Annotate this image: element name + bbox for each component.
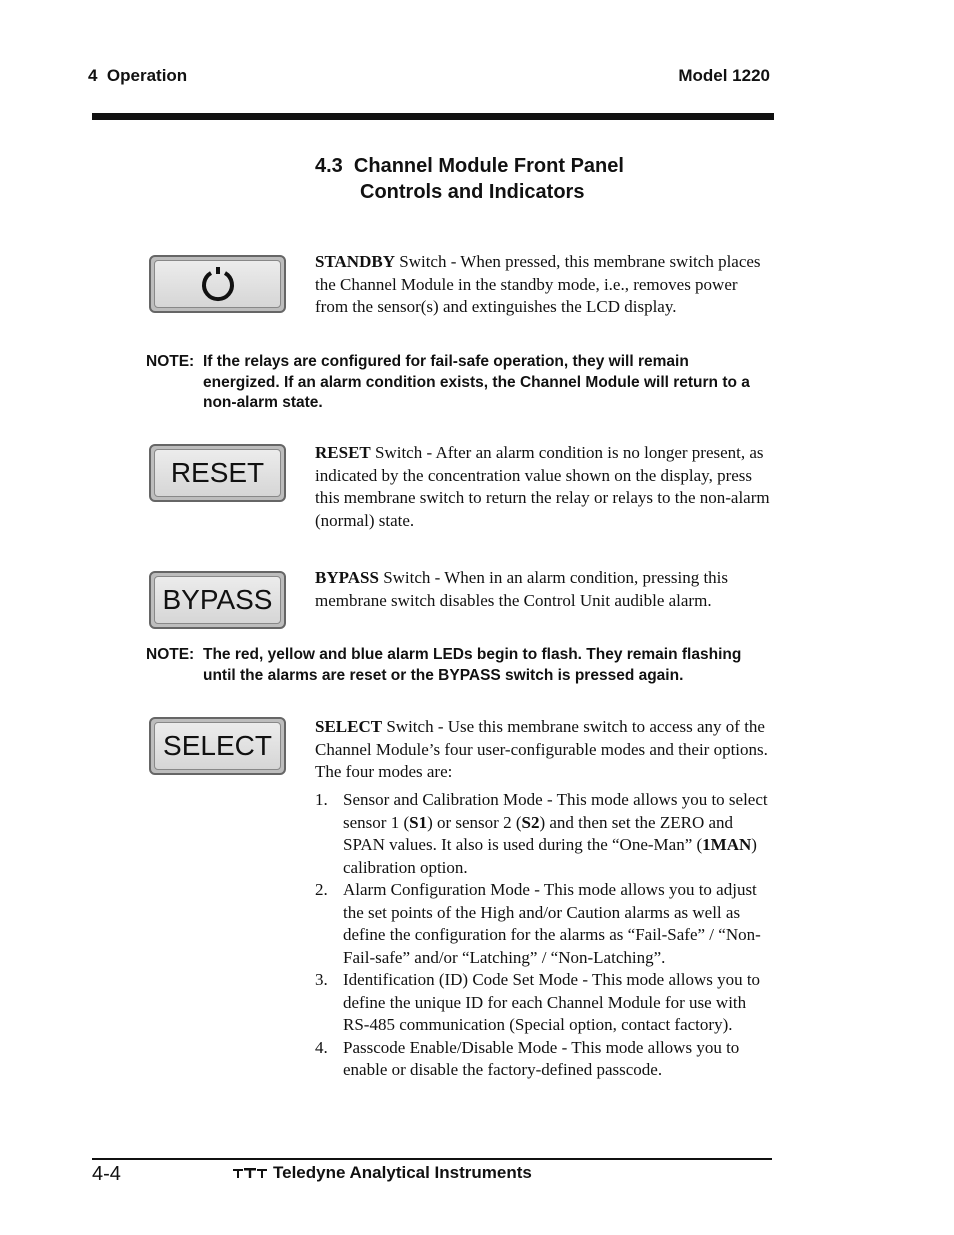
header-rule [92,113,774,120]
reset-switch-label: RESET [154,449,281,497]
bypass-text: Switch - When in an alarm condition, pressing this membrane switch disables the Control Unit audible alarm. [315,568,729,610]
list-item-number: 4. [315,1037,328,1057]
running-header-model: Model 1220 [678,66,770,85]
list-item-text: ) or sensor 2 ( [427,812,522,832]
note-text: If the relays are configured for fail-safe operation, they will remain energized. If an alarm condition exists, the Channel Module will return to a non-alarm state. [203,353,750,411]
bypass-switch-label: BYPASS [154,576,281,624]
select-description [315,716,770,784]
list-item-text: Sensor and Calibration Mode - This mode allows you to select sensor 1 ( [343,790,768,832]
section-title [315,153,624,205]
note-label: NOTE: [146,353,195,370]
reset-description [315,442,770,532]
list-item-text: Alarm Configuration Mode - This mode allows you to adjust the set points of the High and/or Caution alarms as well as define the configuration for the alarms as “Fail-Safe” / “Non-Fail-safe” and/or “Latching” / “Non-Latching”. [343,880,761,967]
list-item-number: 3. [315,970,328,989]
footer-brand [232,1163,532,1183]
note-label: NOTE: [146,646,195,663]
standby-description [315,251,770,319]
one-man-code: 1MAN [702,835,752,854]
note-text: The red, yellow and blue alarm LEDs begin to flash. They remain flashing until the alarms are reset or the BYPASS switch is pressed again. [203,646,742,684]
list-item [315,1037,770,1082]
teledyne-logo-icon [232,1166,268,1180]
list-item-text: ) calibration option. [343,835,757,877]
list-item [315,879,770,969]
note-leds [146,645,766,686]
power-icon [199,265,237,303]
list-item [315,789,770,879]
list-item-number: 1. [315,790,328,809]
list-item [315,969,770,1037]
select-switch-image [149,717,286,775]
sensor1-code: S1 [409,812,428,832]
section-title-line2: Controls and Indicators [360,181,585,203]
select-term: SELECT [315,717,383,736]
standby-switch-image [149,255,286,313]
list-item-text: Passcode Enable/Disable Mode - This mode allows you to enable or disable the factory-defined passcode. [343,1037,740,1079]
footer-rule [92,1158,772,1160]
list-item-text: ) and then set the ZERO and SPAN values. It also is used during the “One-Man” ( [343,812,734,854]
modes-list [315,789,770,1082]
page-number: 4-4 [92,1163,121,1185]
brand-name: Teledyne Analytical Instruments [273,1163,532,1182]
list-item-number: 2. [315,880,328,899]
bypass-term: BYPASS [315,568,379,587]
sensor2-code: S2 [521,812,540,832]
section-title-line1: 4.3 Channel Module Front Panel [315,155,624,177]
bypass-switch-image [149,571,286,629]
select-text: Switch - Use this membrane switch to access any of the Channel Module’s four user-configurable modes and their options. The four modes are: [315,717,768,781]
standby-text: Switch - When pressed, this membrane switch places the Channel Module in the standby mode, i.e., removes power from the sensor(s) and extinguishes the LCD display. [315,252,761,316]
reset-switch-image [149,444,286,502]
running-header-chapter: 4 Operation [88,66,188,85]
note-failsafe [146,352,766,414]
reset-text: Switch - After an alarm condition is no longer present, as indicated by the concentration value shown on the display, press this membrane switch to return the relay or relays to the non-alarm (normal) state. [315,443,770,530]
list-item-text: Identification (ID) Code Set Mode - This mode allows you to define the unique ID for each Channel Module for use with RS-485 communication (Special option, contact factory). [343,970,761,1034]
select-switch-label: SELECT [154,722,281,770]
reset-term: RESET [315,443,371,462]
standby-term: STANDBY [315,252,395,271]
bypass-description [315,567,770,612]
